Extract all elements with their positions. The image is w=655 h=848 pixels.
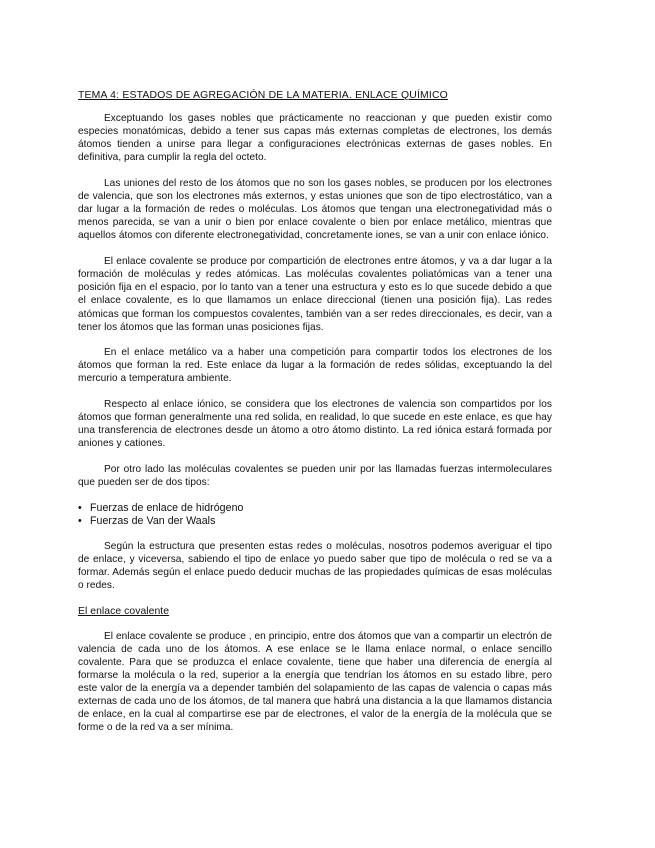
paragraph-fuerzas-intermoleculares: Por otro lado las moléculas covalentes se pueden unir por las llamadas fuerzas intermoleculares que pueden ser de dos tipos: <box>78 464 552 489</box>
bullet-icon: • <box>78 501 82 514</box>
paragraph-estructura: Según la estructura que presenten estas redes o moléculas, nosotros podemos averiguar el tipo de enlace, y viceversa, sabiendo el tipo de enlace yo puedo saber que tipo de molécula o red se va a formar. Además según el enlace puedo deducir muchas de las propiedades químicas de esas moléculas o redes. <box>78 540 552 591</box>
paragraph-enlace-ionico: Respecto al enlace iónico, se considera que los electrones de valencia son compartidos por los átomos que forman generalmente una red solida, en realidad, lo que sucede en este enlace, es que hay una transferencia de electrones desde un átomo a otro átomo distinto. La red iónica estará formada por aniones y cationes. <box>78 399 552 450</box>
list-item <box>78 515 552 528</box>
document-title: TEMA 4: ESTADOS DE AGREGACIÓN DE LA MATERIA. ENLACE QUÍMICO <box>78 90 448 101</box>
paragraph-enlace-metalico: En el enlace metálico va a haber una competición para compartir todos los electrones de los átomos que forman la red. Este enlace da lugar a la formación de redes sólidas, exceptuando la del mercurio a temperatura ambiente. <box>78 347 552 385</box>
section-heading: El enlace covalente <box>78 605 170 617</box>
list-item-text: Fuerzas de Van der Waals <box>90 515 216 528</box>
bullet-icon: • <box>78 515 82 528</box>
paragraph-enlace-covalente-intro: El enlace covalente se produce por compartición de electrones entre átomos, y va a dar lugar a la formación de moléculas y redes atómicas. Las moléculas covalentes poliatómicas van a tener una posición fija en el espacio, por lo tanto van a tener una estructura y esto es lo que sucede debido a que el enlace covalente, es lo que llamamos un enlace direccional (tienen una posición fija). Las redes atómicas que forman los compuestos covalentes, también van a ser redes direccionales, es decir, van a tener los átomos que las forman unas posiciones fijas. <box>78 256 552 333</box>
bullet-list <box>78 502 552 529</box>
document-page <box>78 89 552 747</box>
paragraph-enlace-covalente: El enlace covalente se produce , en principio, entre dos átomos que van a compartir un electrón de valencia de cada uno de los átomos. A ese enlace se le llama enlace normal, o enlace sencillo covalente. Para que se produzca el enlace covalente, tiene que haber una diferencia de energía al formarse la molécula o la red, superior a la energía que tendrían los átomos en su estado libre, pero este valor de la energía va a depender también del solapamiento de las capas de valencia o capas más externas de cada uno de los átomos, de tal manera que habrá una distancia a la que llamamos distancia de enlace, en la cual al compartirse ese par de electrones, el valor de la energía de la molécula que se forme o de la red va a ser mínima. <box>78 630 552 734</box>
paragraph-uniones: Las uniones del resto de los átomos que no son los gases nobles, se producen por los electrones de valencia, que son los electrones más externos, y estas uniones que son de tipo electrostático, van a dar lugar a la formación de redes o moléculas. Los átomos que tengan una electronegatividad más o menos parecida, se van a unir o bien por enlace covalente o bien por enlace metálico, mientras que aquellos átomos con diferente electronegatividad, concretamente iones, se van a unir con enlace iónico. <box>78 178 552 242</box>
list-item <box>78 502 552 515</box>
list-item-text: Fuerzas de enlace de hidrógeno <box>90 501 244 514</box>
paragraph-gases-nobles: Exceptuando los gases nobles que prácticamente no reaccionan y que pueden existir como especies monatómicas, debido a tener sus capas más externas completas de electrones, los demás átomos tienden a unirse para llegar a configuraciones electrónicas externas de gases nobles. En definitiva, para cumplir la regla del octeto. <box>78 113 552 164</box>
